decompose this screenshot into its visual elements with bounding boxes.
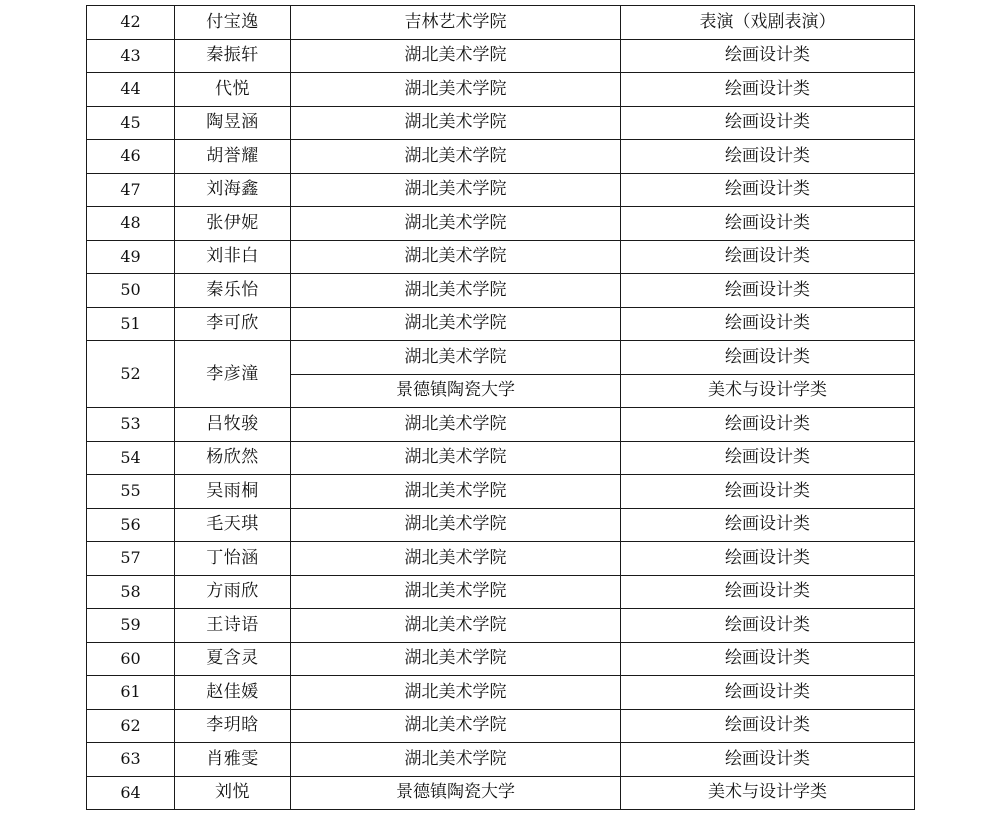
table-row bbox=[87, 542, 915, 576]
major-cell: 绘画设计类 bbox=[621, 609, 915, 643]
student-name-cell: 夏含灵 bbox=[175, 642, 291, 676]
row-number-cell: 57 bbox=[87, 542, 175, 576]
row-number-cell: 63 bbox=[87, 743, 175, 777]
table-row bbox=[87, 274, 915, 308]
student-name-cell: 李彦潼 bbox=[175, 341, 291, 408]
row-number-cell: 47 bbox=[87, 173, 175, 207]
table-row bbox=[87, 475, 915, 509]
row-number-cell: 62 bbox=[87, 709, 175, 743]
student-name-cell: 方雨欣 bbox=[175, 575, 291, 609]
table-row bbox=[87, 408, 915, 442]
school-cell: 湖北美术学院 bbox=[291, 207, 621, 241]
row-number-cell: 49 bbox=[87, 240, 175, 274]
student-name-cell: 吴雨桐 bbox=[175, 475, 291, 509]
school-cell: 湖北美术学院 bbox=[291, 341, 621, 375]
student-name-cell: 刘悦 bbox=[175, 776, 291, 810]
table-row bbox=[87, 6, 915, 40]
row-number-cell: 44 bbox=[87, 73, 175, 107]
student-name-cell: 刘海鑫 bbox=[175, 173, 291, 207]
student-name-cell: 陶昱涵 bbox=[175, 106, 291, 140]
school-cell: 湖北美术学院 bbox=[291, 709, 621, 743]
student-name-cell: 王诗语 bbox=[175, 609, 291, 643]
table-row bbox=[87, 307, 915, 341]
table-row bbox=[87, 341, 915, 375]
student-name-cell: 秦振轩 bbox=[175, 39, 291, 73]
major-cell: 绘画设计类 bbox=[621, 73, 915, 107]
row-number-cell: 64 bbox=[87, 776, 175, 810]
student-name-cell: 代悦 bbox=[175, 73, 291, 107]
school-cell: 湖北美术学院 bbox=[291, 575, 621, 609]
row-number-cell: 42 bbox=[87, 6, 175, 40]
major-cell: 绘画设计类 bbox=[621, 307, 915, 341]
table-row bbox=[87, 240, 915, 274]
major-cell: 绘画设计类 bbox=[621, 408, 915, 442]
major-cell: 绘画设计类 bbox=[621, 173, 915, 207]
row-number-cell: 48 bbox=[87, 207, 175, 241]
student-name-cell: 毛天琪 bbox=[175, 508, 291, 542]
school-cell: 湖北美术学院 bbox=[291, 676, 621, 710]
table-row bbox=[87, 73, 915, 107]
school-cell: 湖北美术学院 bbox=[291, 609, 621, 643]
table-row bbox=[87, 743, 915, 777]
table-row bbox=[87, 776, 915, 810]
school-cell: 景德镇陶瓷大学 bbox=[291, 374, 621, 408]
student-name-cell: 张伊妮 bbox=[175, 207, 291, 241]
admission-roster-table bbox=[86, 5, 915, 810]
student-name-cell: 赵佳媛 bbox=[175, 676, 291, 710]
school-cell: 湖北美术学院 bbox=[291, 743, 621, 777]
school-cell: 湖北美术学院 bbox=[291, 274, 621, 308]
major-cell: 美术与设计学类 bbox=[621, 776, 915, 810]
major-cell: 绘画设计类 bbox=[621, 441, 915, 475]
school-cell: 湖北美术学院 bbox=[291, 475, 621, 509]
table-row bbox=[87, 642, 915, 676]
major-cell: 美术与设计学类 bbox=[621, 374, 915, 408]
school-cell: 湖北美术学院 bbox=[291, 173, 621, 207]
student-name-cell: 丁怡涵 bbox=[175, 542, 291, 576]
school-cell: 湖北美术学院 bbox=[291, 542, 621, 576]
school-cell: 湖北美术学院 bbox=[291, 408, 621, 442]
major-cell: 绘画设计类 bbox=[621, 575, 915, 609]
school-cell: 湖北美术学院 bbox=[291, 106, 621, 140]
school-cell: 湖北美术学院 bbox=[291, 307, 621, 341]
major-cell: 绘画设计类 bbox=[621, 743, 915, 777]
row-number-cell: 59 bbox=[87, 609, 175, 643]
school-cell: 湖北美术学院 bbox=[291, 642, 621, 676]
student-name-cell: 李玥晗 bbox=[175, 709, 291, 743]
major-cell: 绘画设计类 bbox=[621, 39, 915, 73]
table-row bbox=[87, 709, 915, 743]
major-cell: 表演（戏剧表演） bbox=[621, 6, 915, 40]
school-cell: 湖北美术学院 bbox=[291, 39, 621, 73]
table-row bbox=[87, 609, 915, 643]
table-row bbox=[87, 207, 915, 241]
school-cell: 湖北美术学院 bbox=[291, 240, 621, 274]
row-number-cell: 56 bbox=[87, 508, 175, 542]
school-cell: 湖北美术学院 bbox=[291, 73, 621, 107]
student-name-cell: 付宝逸 bbox=[175, 6, 291, 40]
student-name-cell: 李可欣 bbox=[175, 307, 291, 341]
student-name-cell: 吕牧骏 bbox=[175, 408, 291, 442]
row-number-cell: 58 bbox=[87, 575, 175, 609]
row-number-cell: 55 bbox=[87, 475, 175, 509]
school-cell: 湖北美术学院 bbox=[291, 441, 621, 475]
row-number-cell: 53 bbox=[87, 408, 175, 442]
table-row bbox=[87, 441, 915, 475]
table-row bbox=[87, 676, 915, 710]
student-name-cell: 胡誉耀 bbox=[175, 140, 291, 174]
roster-table-body bbox=[87, 6, 915, 810]
student-name-cell: 杨欣然 bbox=[175, 441, 291, 475]
table-row bbox=[87, 39, 915, 73]
student-name-cell: 刘非白 bbox=[175, 240, 291, 274]
major-cell: 绘画设计类 bbox=[621, 240, 915, 274]
major-cell: 绘画设计类 bbox=[621, 709, 915, 743]
student-name-cell: 秦乐怡 bbox=[175, 274, 291, 308]
row-number-cell: 45 bbox=[87, 106, 175, 140]
school-cell: 湖北美术学院 bbox=[291, 140, 621, 174]
row-number-cell: 60 bbox=[87, 642, 175, 676]
major-cell: 绘画设计类 bbox=[621, 106, 915, 140]
major-cell: 绘画设计类 bbox=[621, 642, 915, 676]
major-cell: 绘画设计类 bbox=[621, 341, 915, 375]
major-cell: 绘画设计类 bbox=[621, 274, 915, 308]
major-cell: 绘画设计类 bbox=[621, 676, 915, 710]
table-row bbox=[87, 575, 915, 609]
school-cell: 吉林艺术学院 bbox=[291, 6, 621, 40]
major-cell: 绘画设计类 bbox=[621, 140, 915, 174]
row-number-cell: 50 bbox=[87, 274, 175, 308]
row-number-cell: 52 bbox=[87, 341, 175, 408]
row-number-cell: 54 bbox=[87, 441, 175, 475]
major-cell: 绘画设计类 bbox=[621, 207, 915, 241]
row-number-cell: 61 bbox=[87, 676, 175, 710]
student-name-cell: 肖雅雯 bbox=[175, 743, 291, 777]
school-cell: 湖北美术学院 bbox=[291, 508, 621, 542]
major-cell: 绘画设计类 bbox=[621, 475, 915, 509]
table-row bbox=[87, 106, 915, 140]
table-row bbox=[87, 508, 915, 542]
school-cell: 景德镇陶瓷大学 bbox=[291, 776, 621, 810]
major-cell: 绘画设计类 bbox=[621, 508, 915, 542]
major-cell: 绘画设计类 bbox=[621, 542, 915, 576]
table-row bbox=[87, 173, 915, 207]
row-number-cell: 46 bbox=[87, 140, 175, 174]
table-row bbox=[87, 140, 915, 174]
row-number-cell: 51 bbox=[87, 307, 175, 341]
row-number-cell: 43 bbox=[87, 39, 175, 73]
